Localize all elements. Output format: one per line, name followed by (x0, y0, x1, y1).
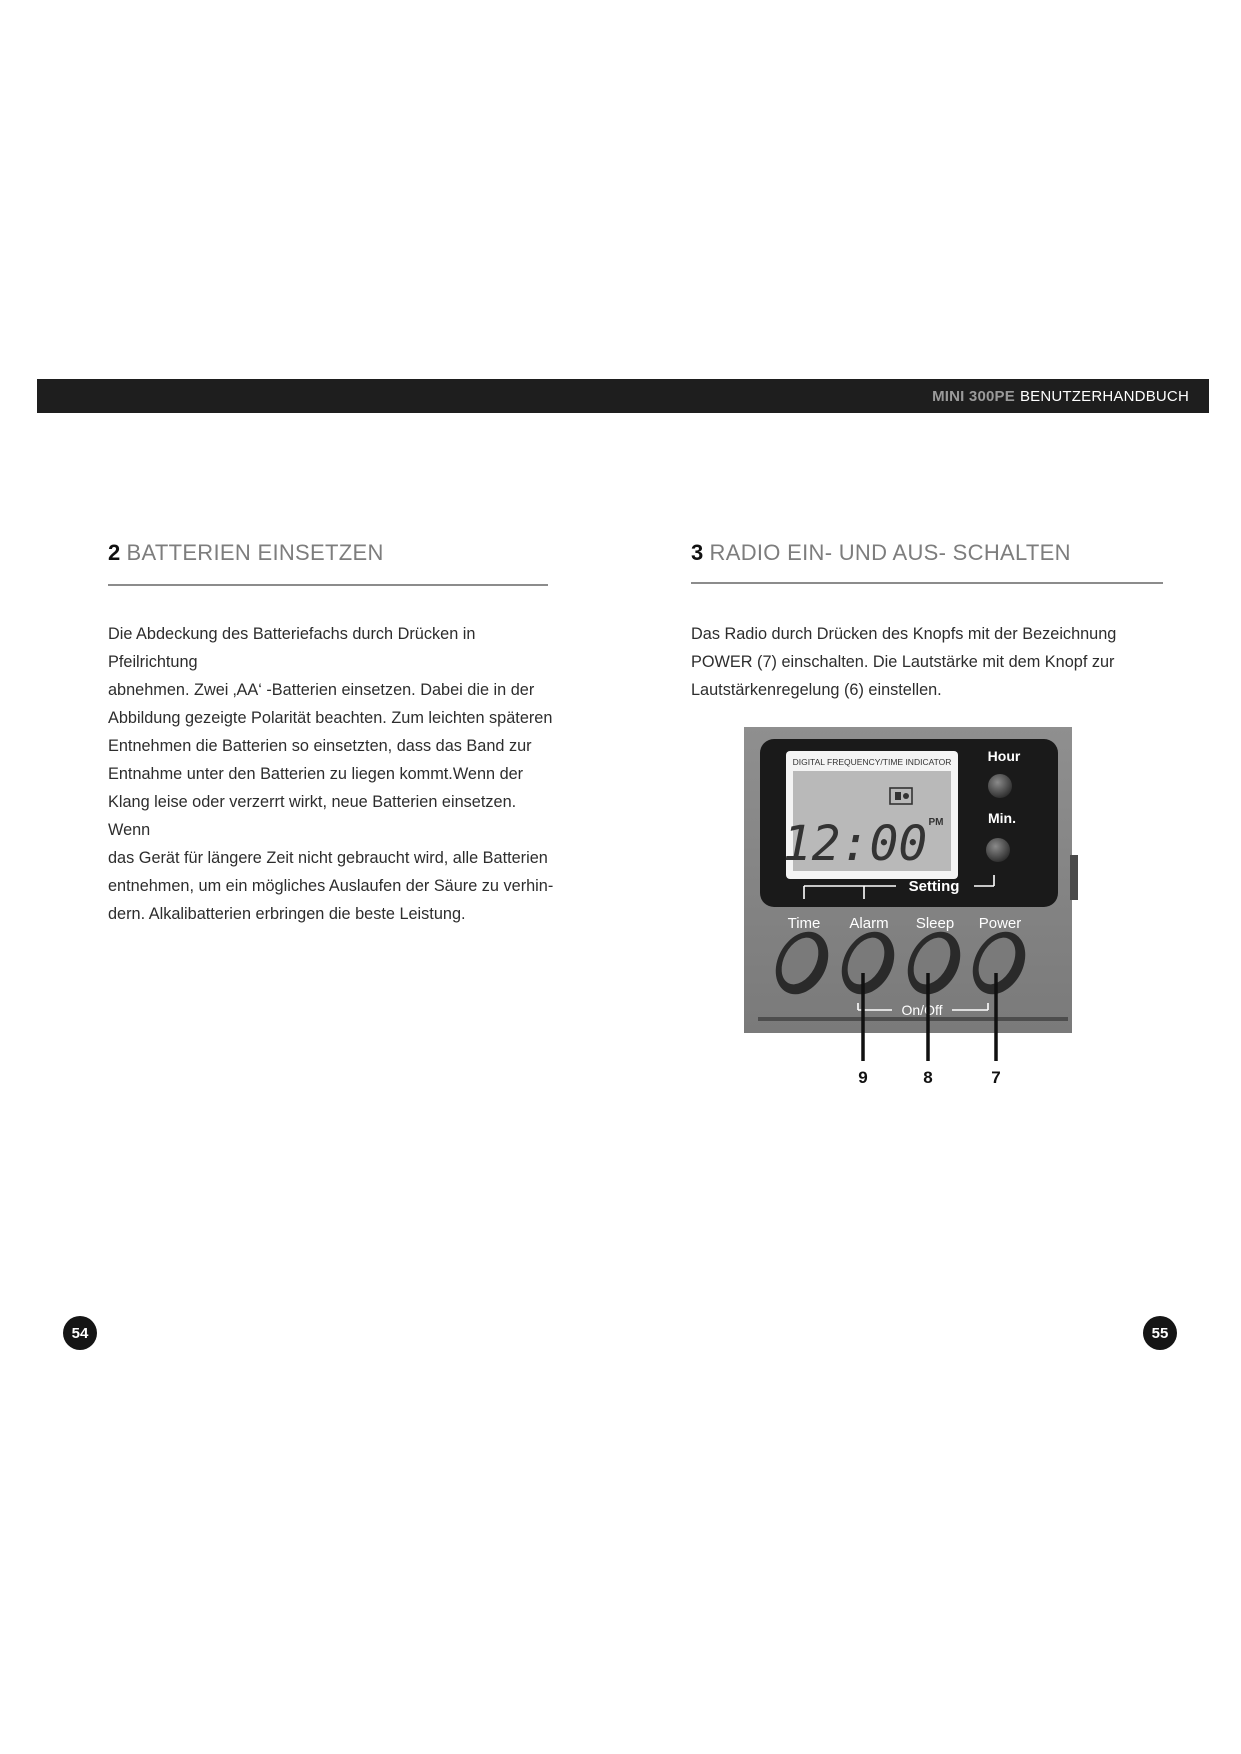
side-ridge (1070, 855, 1078, 900)
header-bar (37, 379, 1209, 413)
button-label-sleep: Sleep (915, 915, 955, 932)
setting-label: Setting (908, 878, 960, 895)
callout-7: 7 (991, 1068, 1001, 1087)
left-line: Klang leise oder verzerrt wirkt, neue Batterien einsetzen. Wenn (108, 793, 517, 839)
button-label-alarm: Alarm (849, 915, 889, 932)
page-number-right: 55 (1143, 1316, 1177, 1350)
left-section-title: BATTERIEN EINSETZEN (126, 540, 384, 565)
left-line: Die Abdeckung des Batteriefachs durch Drücken in Pfeilrichtung (108, 625, 476, 671)
lcd-label: DIGITAL FREQUENCY/TIME INDICATOR (792, 757, 952, 767)
header-model: MINI 300PE (932, 387, 1015, 405)
onoff-label: On/Off (901, 1002, 943, 1018)
right-line: Lautstärkenregelung (6) einstellen. (691, 681, 942, 699)
left-section-number: 2 (108, 540, 121, 565)
left-line: Abbildung gezeigte Polarität beachten. Zum leichten späteren (108, 709, 553, 727)
hour-label: Hour (987, 748, 1021, 764)
left-body-text (108, 620, 558, 928)
radio-control-panel-figure (740, 725, 1090, 1100)
lcd-pm: PM (928, 817, 944, 828)
button-label-power: Power (978, 915, 1022, 932)
left-line: abnehmen. Zwei ‚AA‘ -Batterien einsetzen. Dabei die in der (108, 681, 535, 699)
left-section-heading (108, 540, 384, 566)
right-line: POWER (7) einschalten. Die Lautstärke mit dem Knopf zur (691, 653, 1115, 671)
left-heading-rule (108, 584, 548, 586)
right-section-title: RADIO EIN- UND AUS- SCHALTEN (709, 540, 1071, 565)
hour-knob[interactable] (988, 774, 1012, 798)
callout-8: 8 (923, 1068, 933, 1087)
header-doc-title: BENUTZERHANDBUCH (1019, 387, 1189, 405)
callout-9: 9 (858, 1068, 868, 1087)
right-line: Das Radio durch Drücken des Knopfs mit der Bezeichnung (691, 625, 1117, 643)
left-line: das Gerät für längere Zeit nicht gebraucht wird, alle Batterien (108, 849, 548, 867)
lcd-time: 12:00 (782, 816, 928, 872)
left-line: entnehmen, um ein mögliches Auslaufen der Säure zu verhin- (108, 877, 554, 895)
right-body-text (691, 620, 1171, 704)
right-section-heading (691, 540, 1071, 566)
left-line: Entnehmen die Batterien so einsetzten, dass das Band zur (108, 737, 532, 755)
right-heading-rule (691, 582, 1163, 584)
running-header (932, 388, 1189, 405)
button-label-time: Time (787, 915, 821, 932)
right-section-number: 3 (691, 540, 704, 565)
min-label: Min. (988, 810, 1016, 826)
left-line: dern. Alkalibatterien erbringen die beste Leistung. (108, 905, 466, 923)
min-knob[interactable] (986, 838, 1010, 862)
left-line: Entnahme unter den Batterien zu liegen kommt.Wenn der (108, 765, 524, 783)
page-number-left: 54 (63, 1316, 97, 1350)
